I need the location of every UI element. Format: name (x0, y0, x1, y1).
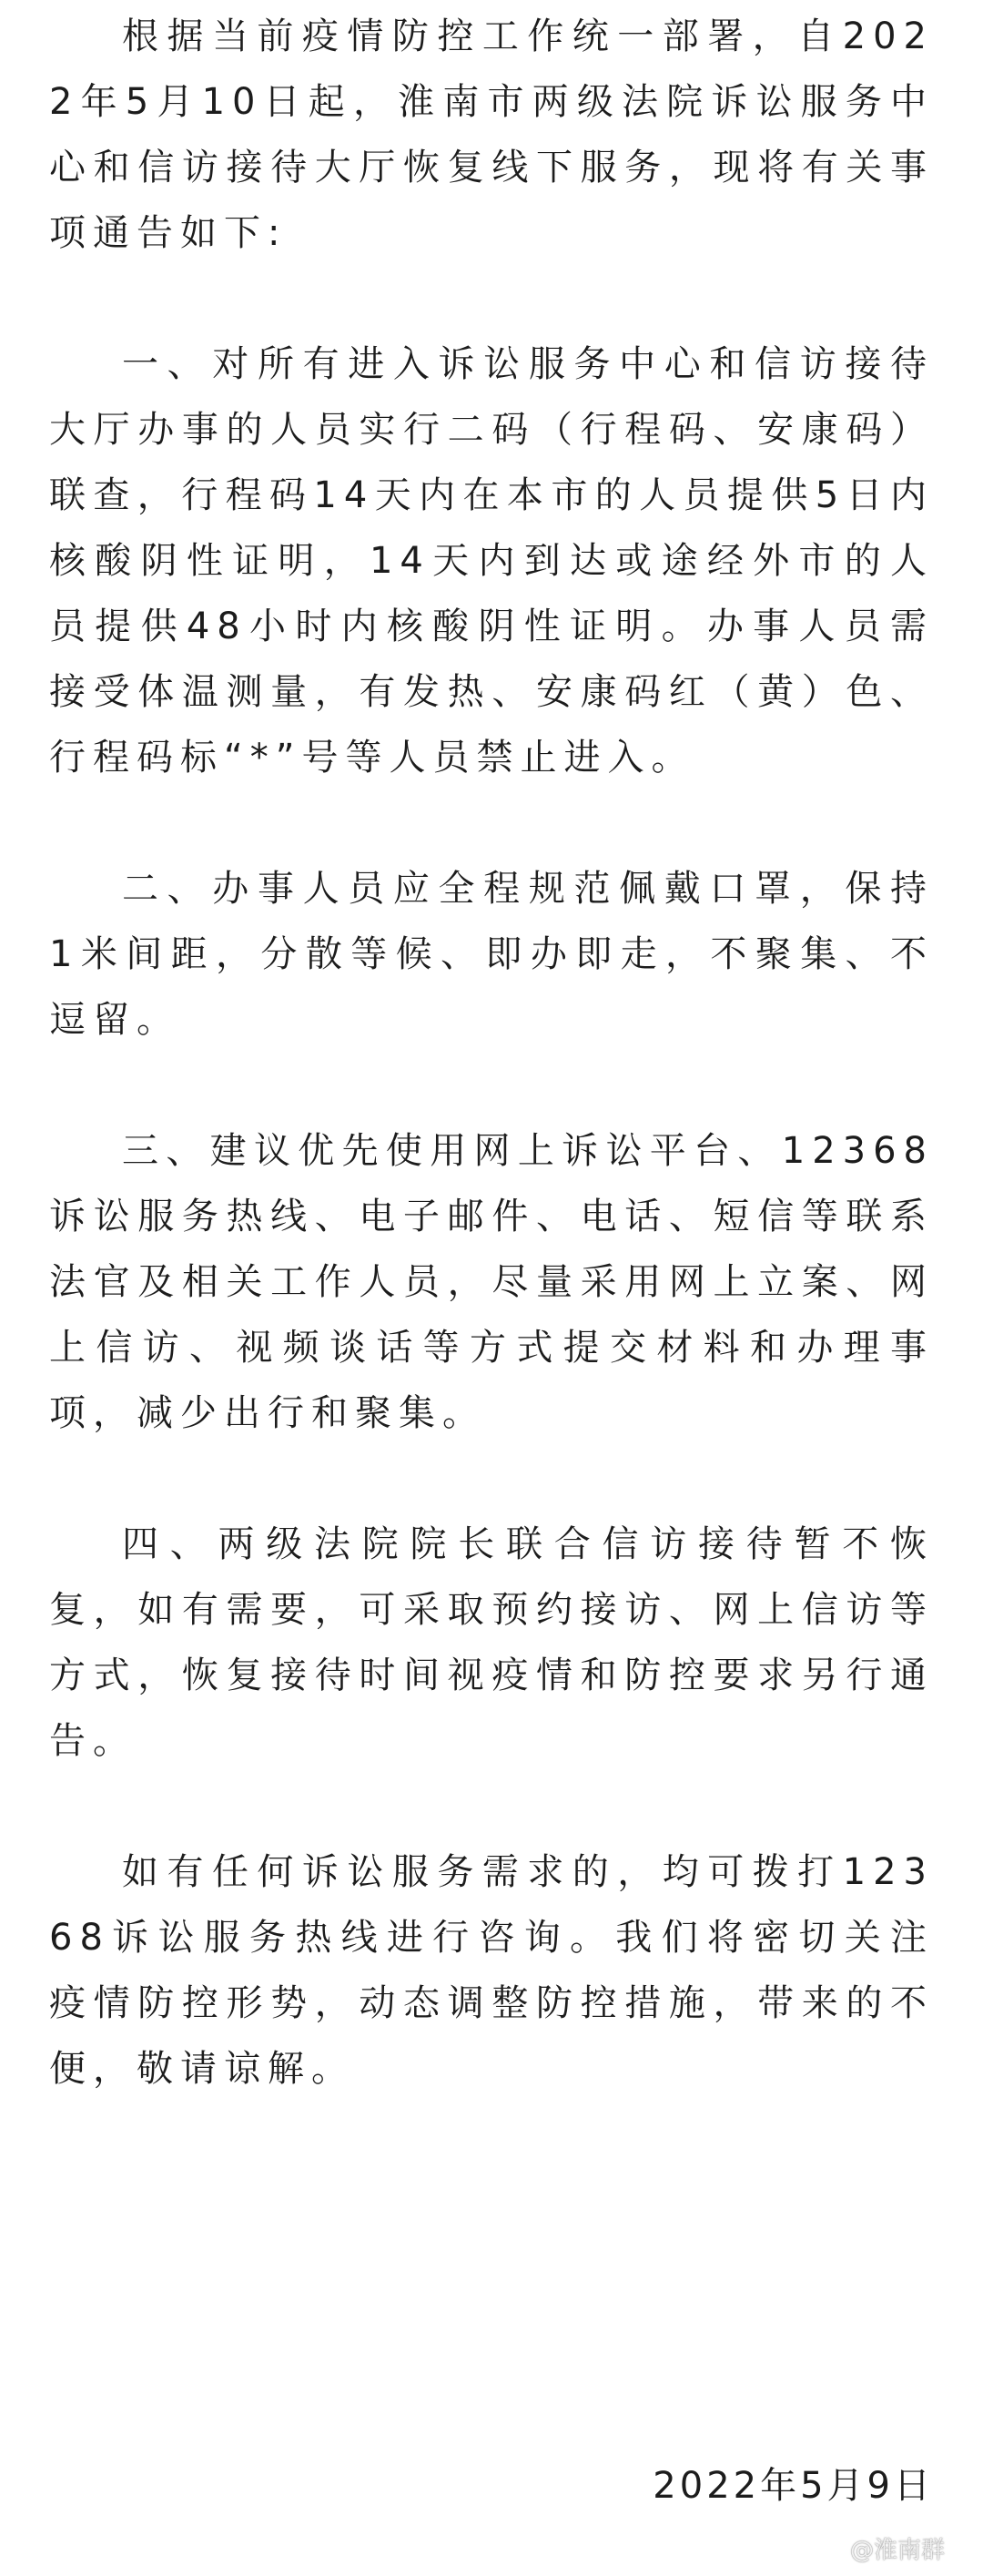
item-4-paragraph: 四、两级法院院长联合信访接待暂不恢复，如有需要，可采取预约接访、网上信访等方式，恢复接待时间视疫情和防控要求另行通告。 (49, 1523, 934, 1762)
item-3-paragraph: 三、建议优先使用网上诉讼平台、12368诉讼服务热线、电子邮件、电话、短信等联系法官及相关工作人员，尽量采用网上立案、网上信访、视频谈话等方式提交材料和办理事项，减少出行和聚集。 (49, 1130, 934, 1434)
weibo-icon (814, 2536, 845, 2561)
watermark-text: @淮南群 (849, 2537, 945, 2564)
intro-paragraph: 根据当前疫情防控工作统一部署，自2022年5月10日起，淮南市两级法院诉讼服务中心和信访接待大厅恢复线下服务，现将有关事项通告如下: (49, 15, 934, 254)
notice-body (49, 0, 934, 2102)
watermark (814, 2531, 945, 2565)
closing-paragraph: 如有任何诉讼服务需求的，均可拨打12368诉讼服务热线进行咨询。我们将密切关注疫情防控形势，动态调整防控措施，带来的不便，敬请谅解。 (49, 1851, 934, 2090)
item-1-paragraph: 一、对所有进入诉讼服务中心和信访接待大厅办事的人员实行二码（行程码、安康码）联查，行程码14天内在本市的人员提供5日内核酸阴性证明，14天内到达或途经外市的人员提供48小时内核酸阴性证明。办事人员需接受体温测量，有发热、安康码红（黄）色、行程码标“*”号等人员禁止进入。 (49, 343, 934, 779)
item-2-paragraph: 二、办事人员应全程规范佩戴口罩，保持1米间距，分散等候、即办即走，不聚集、不逗留。 (49, 868, 934, 1041)
notice-date: 2022年5月9日 (653, 2465, 934, 2507)
